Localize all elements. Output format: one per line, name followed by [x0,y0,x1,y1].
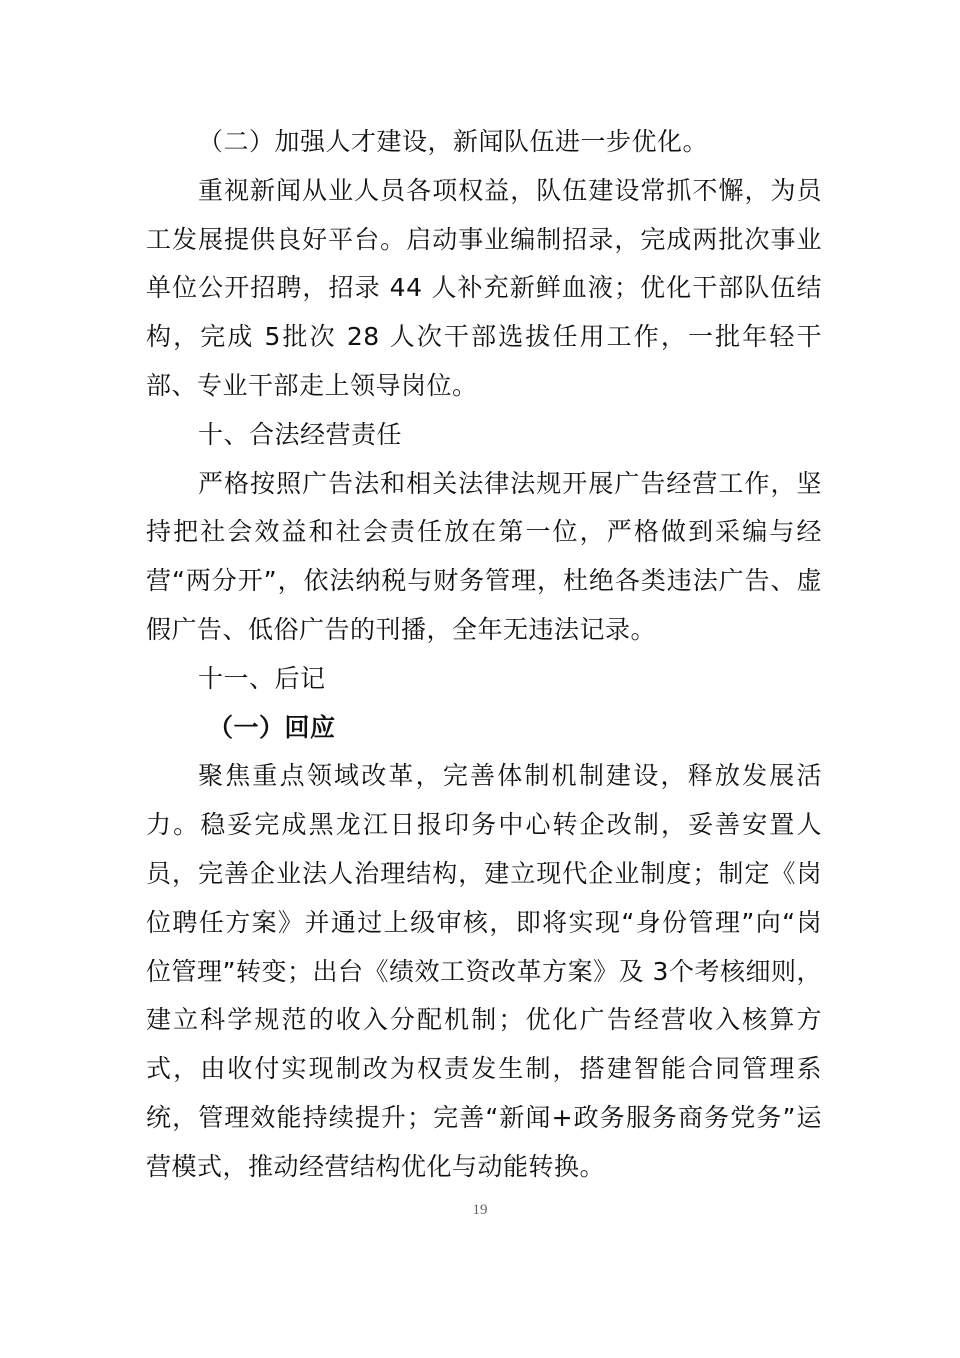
section-10-heading: 十、合法经营责任 [198,419,403,449]
legal-operation-paragraph: 严格按照广告法和相关法律法规开展广告经营工作，坚持把社会效益和社会责任放在第一位，严格做到采编与经营“两分开”，依法纳税与财务管理，杜绝各类违法广告、虚假广告、低俗广告的刊播，全年无违法记录。 [146,468,822,644]
section-11-1-heading: （一）回应 [208,712,336,742]
section-2-2-heading: （二）加强人才建设，新闻队伍进一步优化。 [198,127,709,156]
reform-paragraph: 聚焦重点领域改革，完善体制机制建设，释放发展活力。稳妥完成黑龙江日报印务中心转企改制，妥善安置人员，完善企业法人治理结构，建立现代企业制度；制定《岗位聘任方案》并通过上级审核，即将实现“身份管理”向“岗位管理”转变；出台《绩效工资改革方案》及 3个考核细则，建立科学规范的收入分配机制；优化广告经营收入核算方式，由收付实现制改为权责发生制，搭建智能合同管理系统，管理效能持续提升；完善“新闻+政务服务商务党务”运营模式，推动经营结构优化与动能转换。 [146,761,822,1181]
page-content [146,118,822,1192]
talent-paragraph: 重视新闻从业人员各项权益，队伍建设常抓不懈，为员工发展提供良好平台。启动事业编制招录，完成两批次事业单位公开招聘，招录 44 人补充新鲜血液；优化干部队伍结构，完成 5批次 28 人次干部选拔任用工作，一批年轻干部、专业干部走上领导岗位。 [146,175,822,400]
page-number: 19 [472,1202,488,1218]
section-11-heading: 十一、后记 [198,663,326,693]
